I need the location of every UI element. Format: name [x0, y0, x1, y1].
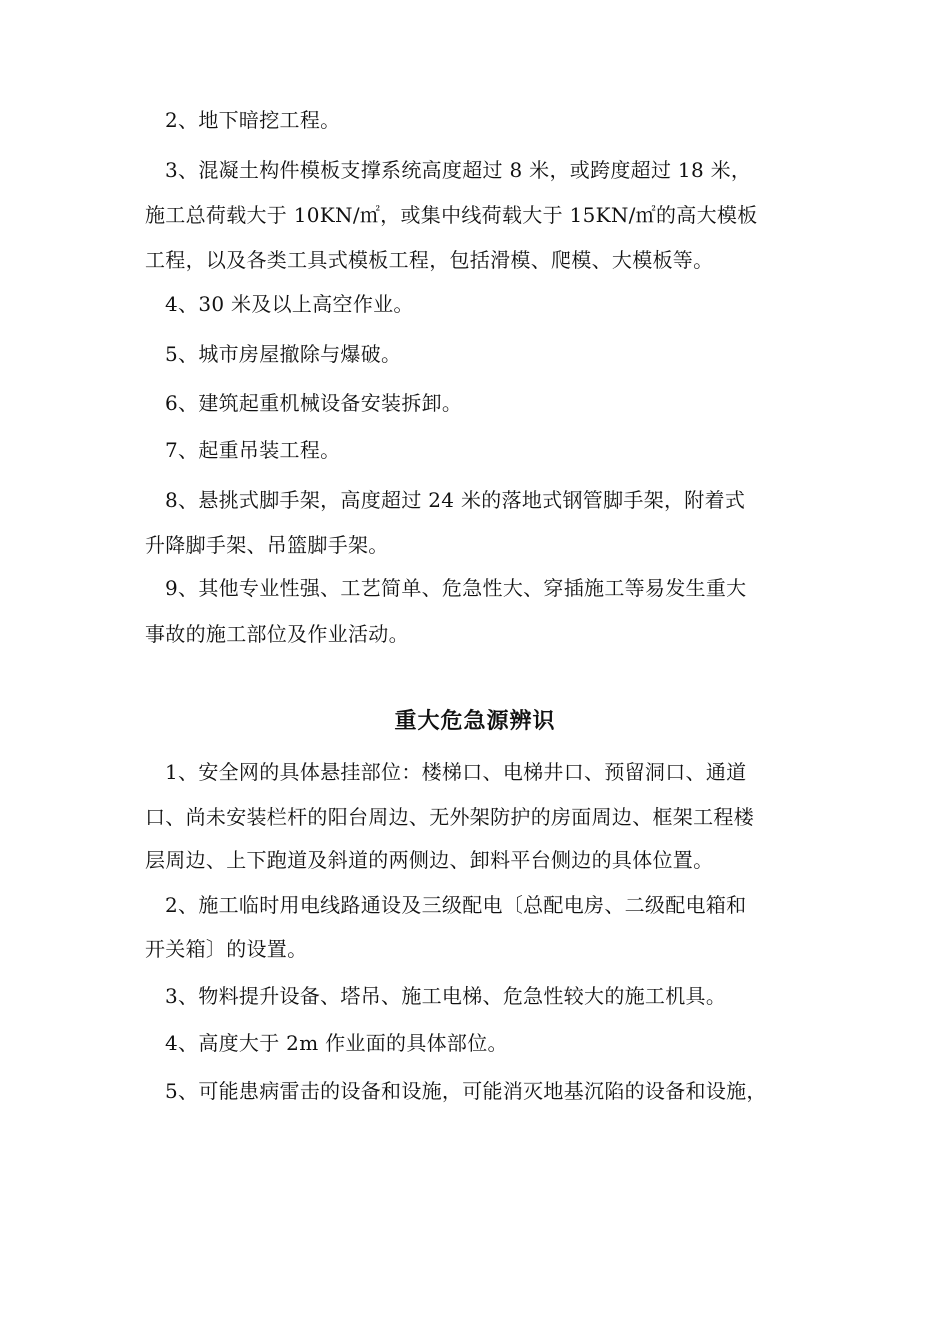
list-item-8: 8、悬挑式脚手架，高度超过 24 米的落地式钢管脚手架，附着式	[165, 488, 746, 512]
hazard-item-1: 1、安全网的具体悬挂部位：楼梯口、电梯井口、预留洞口、通道	[165, 760, 747, 784]
hazard-item-5: 5、可能患病雷击的设备和设施，可能消灭地基沉陷的设备和设施，	[165, 1079, 767, 1103]
hazard-item-3: 3、物料提升设备、塔吊、施工电梯、危急性较大的施工机具。	[165, 984, 727, 1008]
hazard-item-2: 2、施工临时用电线路通设及三级配电〔总配电房、二级配电箱和	[165, 893, 747, 917]
list-item-4: 4、30 米及以上高空作业。	[165, 292, 414, 316]
hazard-item-4: 4、高度大于 2m 作业面的具体部位。	[165, 1031, 508, 1055]
list-item-5: 5、城市房屋撤除与爆破。	[165, 342, 402, 366]
list-item-8-continued: 升降脚手架、吊篮脚手架。	[145, 533, 389, 557]
list-item-9: 9、其他专业性强、工艺简单、危急性大、穿插施工等易发生重大	[165, 576, 747, 600]
list-item-6: 6、建筑起重机械设备安装拆卸。	[165, 391, 463, 415]
section-heading: 重大危急源辨识	[394, 708, 556, 734]
list-item-9-continued: 事故的施工部位及作业活动。	[145, 622, 409, 646]
list-item-2: 2、地下暗挖工程。	[165, 108, 341, 132]
list-item-7: 7、起重吊装工程。	[165, 438, 341, 462]
list-item-3: 3、混凝土构件模板支撑系统高度超过 8 米，或跨度超过 18 米，	[165, 158, 752, 182]
hazard-item-1-continued: 层周边、上下跑道及斜道的两侧边、卸料平台侧边的具体位置。	[145, 848, 714, 872]
hazard-item-1-continued: 口、尚未安装栏杆的阳台周边、无外架防护的房面周边、框架工程楼	[145, 805, 754, 829]
list-item-3-continued: 施工总荷载大于 10KN/㎡，或集中线荷载大于 15KN/㎡的高大模板	[145, 203, 758, 227]
list-item-3-continued: 工程，以及各类工具式模板工程，包括滑模、爬模、大模板等。	[145, 248, 714, 272]
hazard-item-2-continued: 开关箱〕的设置。	[145, 937, 308, 961]
